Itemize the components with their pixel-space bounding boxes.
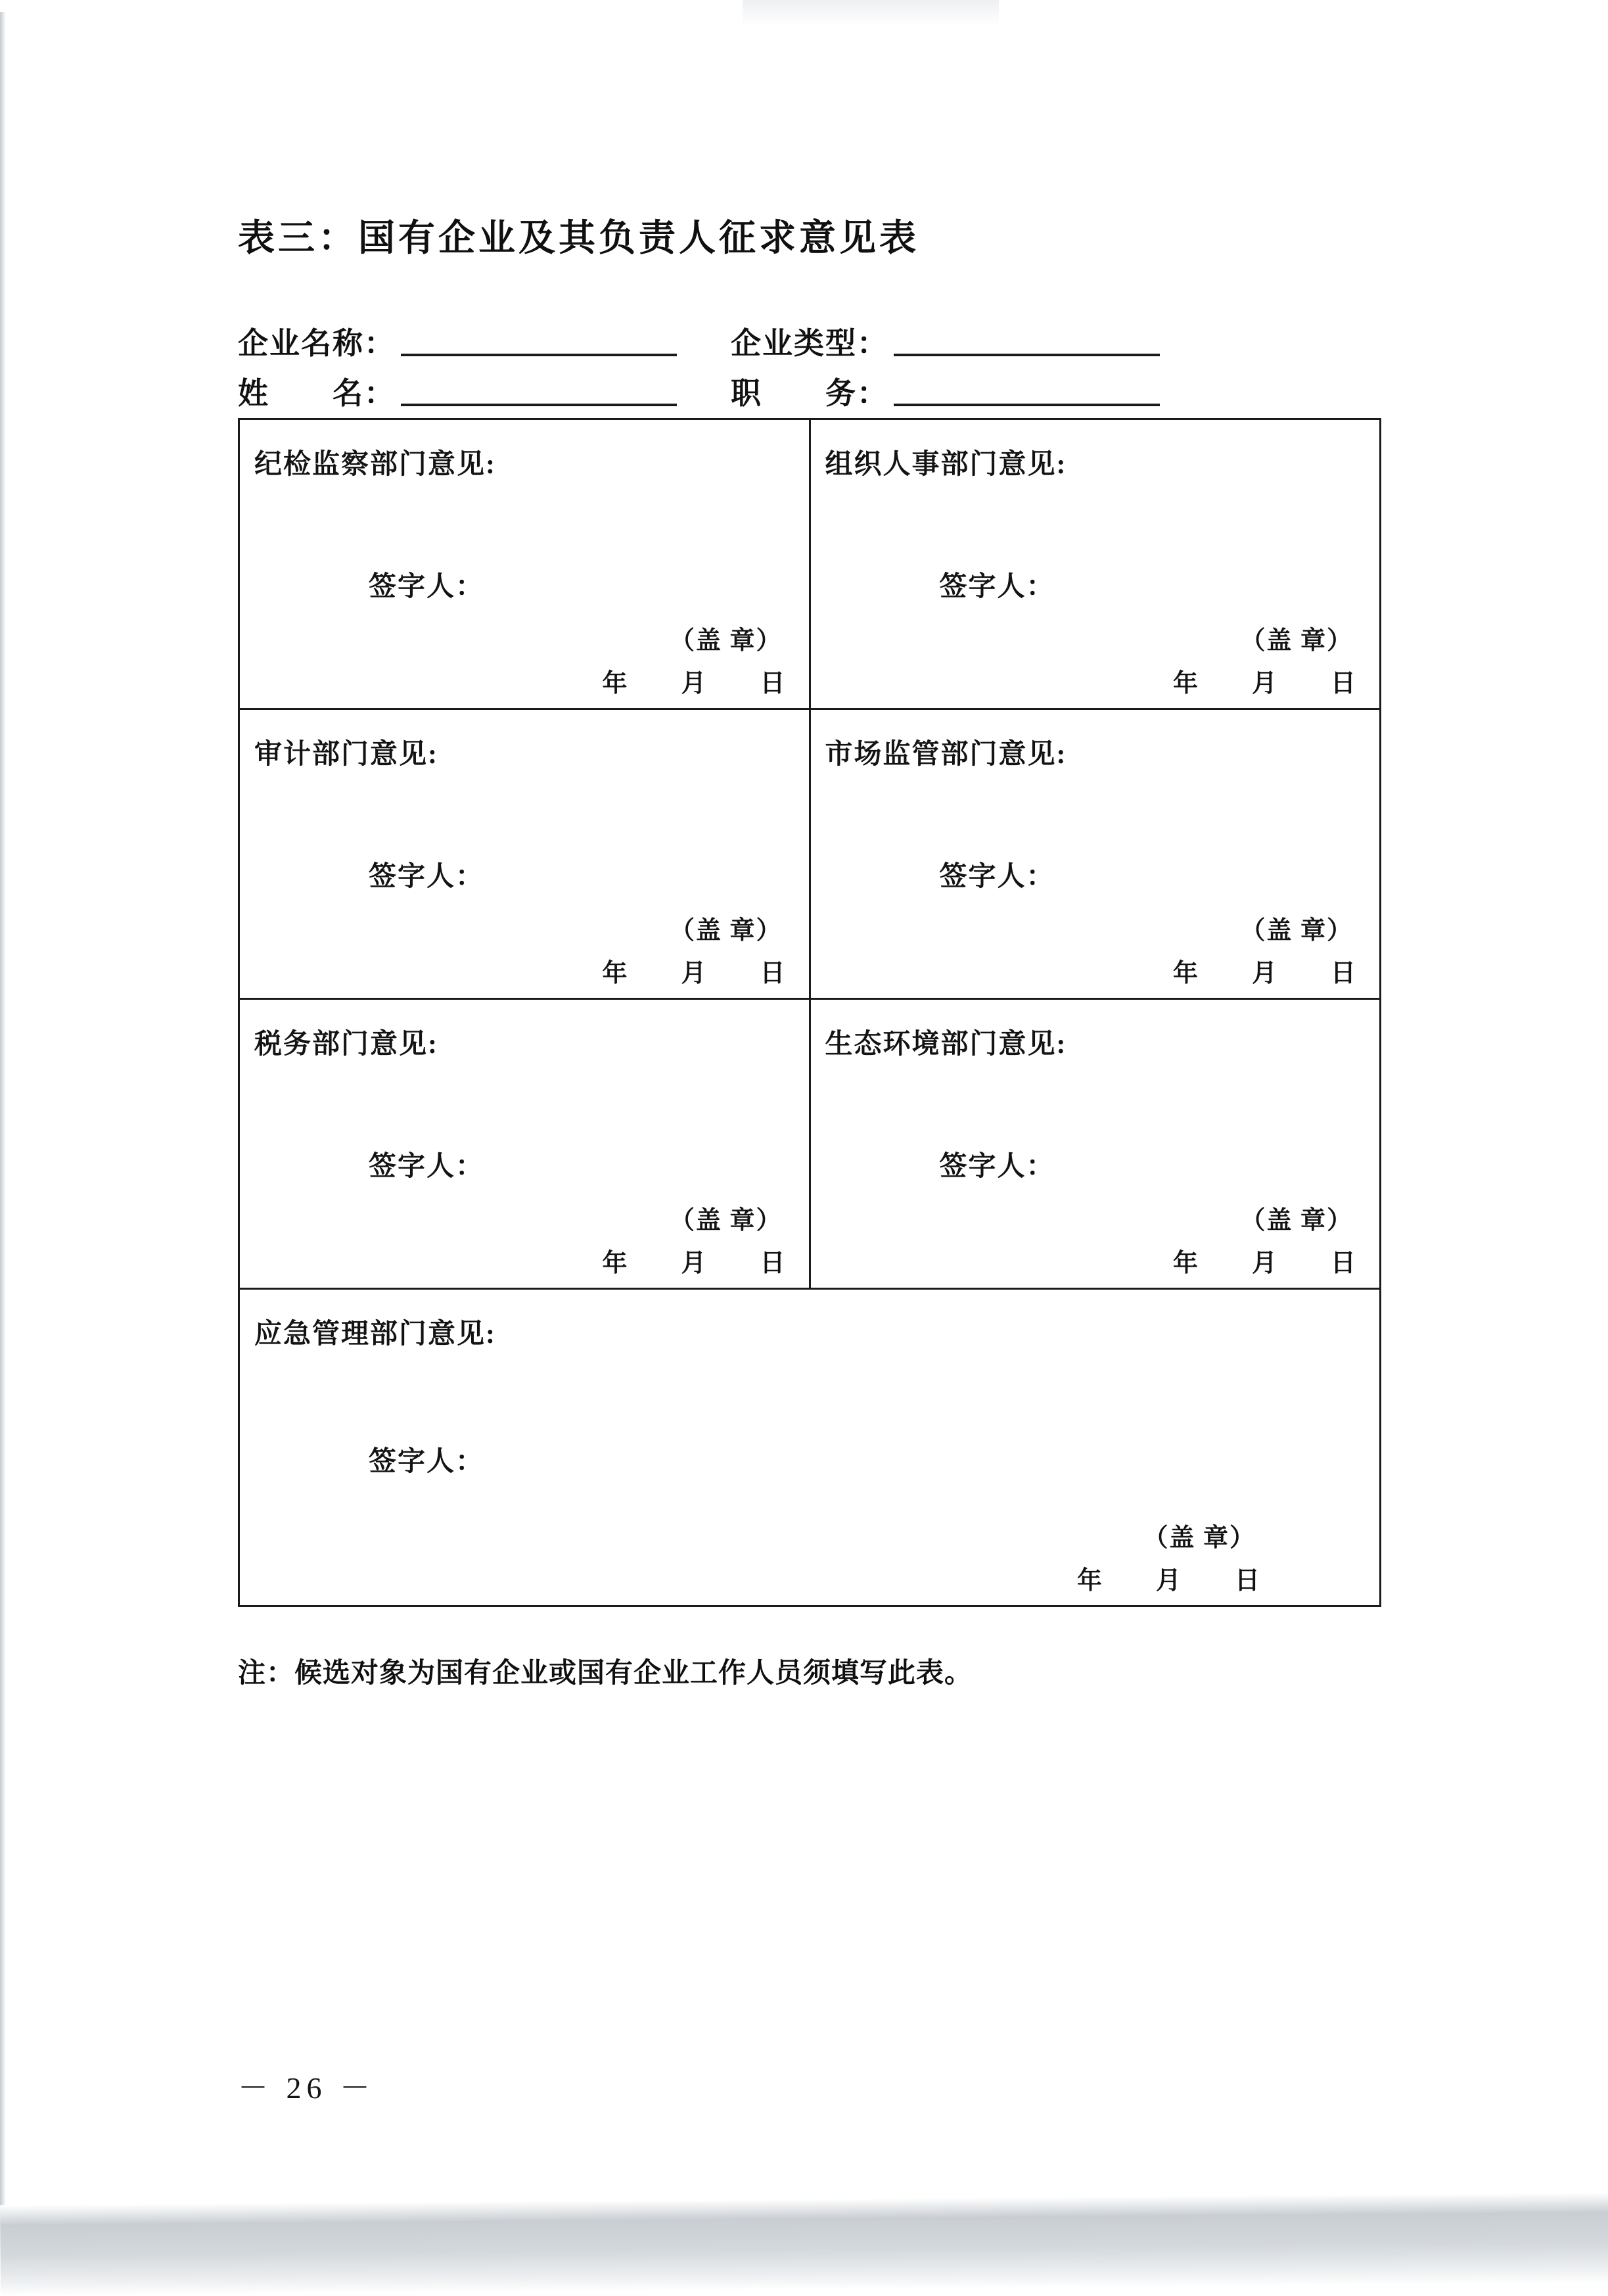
cell-ecology-environment-opinion[interactable] xyxy=(810,999,1381,1289)
cell-tax-opinion[interactable] xyxy=(239,999,810,1289)
cell-title: 纪检监察部门意见: xyxy=(254,450,496,480)
cell-audit-opinion[interactable] xyxy=(239,709,810,999)
cell-title: 组织人事部门意见: xyxy=(825,450,1067,480)
table-row xyxy=(239,709,1381,999)
date-label: 年 月 日 xyxy=(1172,960,1357,987)
seal-label: （盖 章） xyxy=(669,917,783,945)
field-input-position[interactable] xyxy=(894,398,1160,406)
date-label: 年 月 日 xyxy=(602,960,787,987)
opinion-table xyxy=(238,418,1381,1607)
cell-market-supervision-opinion[interactable] xyxy=(810,709,1381,999)
signer-label: 签字人： xyxy=(369,572,485,602)
seal-label: （盖 章） xyxy=(1240,627,1353,655)
field-input-enterprise-name[interactable] xyxy=(401,348,677,356)
header-field-row-1 xyxy=(238,309,1388,359)
cell-title: 应急管理部门意见: xyxy=(254,1319,496,1349)
signature-area xyxy=(811,1144,1380,1278)
cell-title: 税务部门意见: xyxy=(254,1029,438,1060)
cell-emergency-management-opinion[interactable] xyxy=(239,1289,1381,1606)
field-label-position: 职 务： xyxy=(731,377,888,410)
field-person-name xyxy=(238,379,677,409)
signer-label: 签字人： xyxy=(939,1152,1055,1182)
field-label-enterprise-name: 企业名称： xyxy=(238,327,396,360)
header-fields xyxy=(238,309,1388,409)
page-title: 表三：国有企业及其负责人征求意见表 xyxy=(238,218,919,259)
signer-label: 签字人： xyxy=(369,862,485,892)
signature-area xyxy=(240,1440,1379,1596)
signature-area xyxy=(240,1144,809,1278)
field-label-enterprise-type: 企业类型： xyxy=(731,327,888,360)
date-label: 年 月 日 xyxy=(602,670,787,697)
seal-label: （盖 章） xyxy=(669,1207,783,1234)
table-row xyxy=(239,419,1381,709)
seal-label: （盖 章） xyxy=(1240,1207,1353,1234)
field-input-enterprise-type[interactable] xyxy=(894,348,1160,356)
cell-organization-personnel-opinion[interactable] xyxy=(810,419,1381,709)
seal-label: （盖 章） xyxy=(669,627,783,655)
date-label: 年 月 日 xyxy=(1172,670,1357,697)
table-row xyxy=(239,1289,1381,1606)
signature-area xyxy=(811,855,1380,989)
signature-area xyxy=(240,565,809,699)
seal-label: （盖 章） xyxy=(1143,1524,1256,1552)
footnote: 注：候选对象为国有企业或国有企业工作人员须填写此表。 xyxy=(238,1658,973,1689)
page-number: － 26 － xyxy=(238,2071,375,2105)
seal-label: （盖 章） xyxy=(1240,917,1353,945)
signature-area xyxy=(811,565,1380,699)
header-field-row-2 xyxy=(238,359,1388,409)
date-label: 年 月 日 xyxy=(1076,1567,1261,1595)
signer-label: 签字人： xyxy=(939,862,1055,892)
cell-title: 生态环境部门意见: xyxy=(825,1029,1067,1060)
cell-title: 审计部门意见: xyxy=(254,739,438,770)
signer-label: 签字人： xyxy=(369,1152,485,1182)
table-row xyxy=(239,999,1381,1289)
date-label: 年 月 日 xyxy=(1172,1250,1357,1277)
signature-area xyxy=(240,855,809,989)
date-label: 年 月 日 xyxy=(602,1250,787,1277)
signer-label: 签字人： xyxy=(369,1447,485,1477)
field-label-person-name: 姓 名： xyxy=(238,377,396,410)
cell-discipline-inspection-opinion[interactable] xyxy=(239,419,810,709)
field-position xyxy=(731,379,1160,409)
field-input-person-name[interactable] xyxy=(401,398,677,406)
field-enterprise-type xyxy=(731,329,1160,359)
field-enterprise-name xyxy=(238,329,677,359)
signer-label: 签字人： xyxy=(939,572,1055,602)
cell-title: 市场监管部门意见: xyxy=(825,739,1067,770)
